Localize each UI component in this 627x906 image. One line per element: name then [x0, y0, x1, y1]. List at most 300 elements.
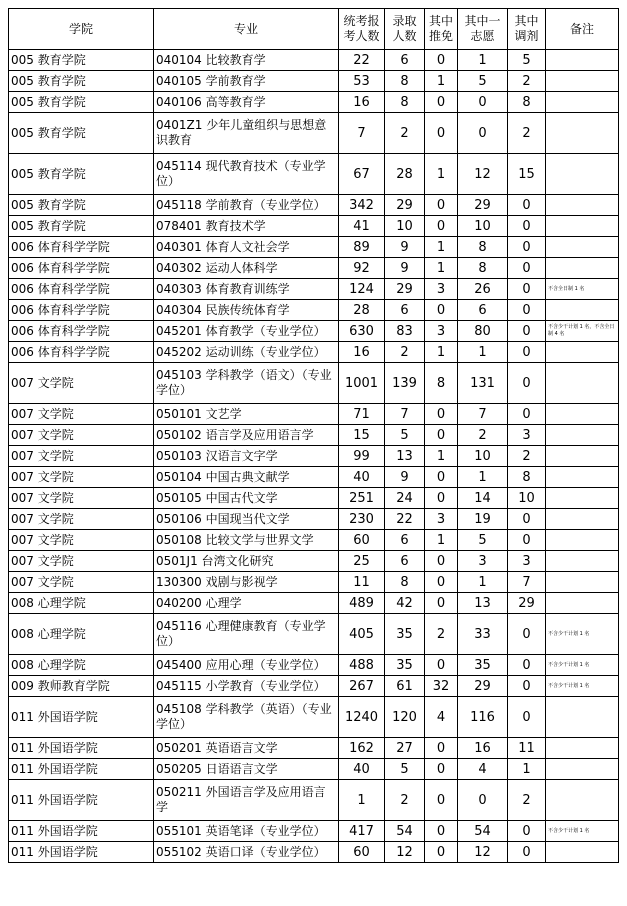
cell-first-choice: 0 [458, 92, 508, 113]
cell-college: 007 文学院 [9, 530, 154, 551]
cell-transfer: 8 [508, 467, 546, 488]
admission-table-sheet [8, 8, 619, 863]
cell-college: 009 教师教育学院 [9, 676, 154, 697]
table-row [9, 593, 619, 614]
cell-college: 007 文学院 [9, 425, 154, 446]
cell-transfer: 2 [508, 113, 546, 154]
cell-college: 007 文学院 [9, 488, 154, 509]
cell-admitted: 83 [385, 321, 425, 342]
cell-college: 007 文学院 [9, 467, 154, 488]
cell-applicants: 60 [339, 530, 385, 551]
cell-transfer: 0 [508, 697, 546, 738]
cell-transfer: 3 [508, 551, 546, 572]
cell-transfer: 7 [508, 572, 546, 593]
cell-college: 006 体育科学学院 [9, 237, 154, 258]
cell-transfer: 8 [508, 92, 546, 113]
cell-admitted: 35 [385, 655, 425, 676]
cell-college: 007 文学院 [9, 572, 154, 593]
cell-major: 040200 心理学 [154, 593, 339, 614]
table-row [9, 759, 619, 780]
cell-admitted: 7 [385, 404, 425, 425]
cell-first-choice: 12 [458, 154, 508, 195]
cell-note [546, 113, 619, 154]
table-row [9, 697, 619, 738]
cell-note: 不含少干计划 1 名 [546, 614, 619, 655]
cell-major: 040304 民族传统体育学 [154, 300, 339, 321]
cell-admitted: 27 [385, 738, 425, 759]
cell-first-choice: 4 [458, 759, 508, 780]
cell-note: 不含少干计划 1 名 [546, 655, 619, 676]
cell-college: 006 体育科学学院 [9, 300, 154, 321]
cell-major: 040302 运动人体科学 [154, 258, 339, 279]
cell-college: 006 体育科学学院 [9, 258, 154, 279]
header-applicants: 统考报考人数 [339, 9, 385, 50]
cell-recommended: 0 [425, 842, 458, 863]
header-transfer: 其中调剂 [508, 9, 546, 50]
table-row [9, 676, 619, 697]
cell-recommended: 1 [425, 446, 458, 467]
cell-major: 045114 现代教育技术（专业学位） [154, 154, 339, 195]
cell-note [546, 71, 619, 92]
cell-recommended: 1 [425, 154, 458, 195]
table-row [9, 530, 619, 551]
table-row [9, 572, 619, 593]
cell-admitted: 2 [385, 113, 425, 154]
cell-college: 005 教育学院 [9, 50, 154, 71]
cell-recommended: 3 [425, 321, 458, 342]
cell-admitted: 13 [385, 446, 425, 467]
cell-major: 050106 中国现当代文学 [154, 509, 339, 530]
cell-admitted: 8 [385, 71, 425, 92]
cell-major: 050105 中国古代文学 [154, 488, 339, 509]
cell-transfer: 0 [508, 509, 546, 530]
cell-applicants: 40 [339, 467, 385, 488]
cell-college: 006 体育科学学院 [9, 279, 154, 300]
cell-college: 006 体育科学学院 [9, 321, 154, 342]
cell-applicants: 1 [339, 780, 385, 821]
cell-first-choice: 29 [458, 195, 508, 216]
cell-first-choice: 8 [458, 258, 508, 279]
cell-transfer: 0 [508, 404, 546, 425]
cell-major: 040104 比较教育学 [154, 50, 339, 71]
cell-note [546, 738, 619, 759]
cell-major: 050102 语言学及应用语言学 [154, 425, 339, 446]
cell-recommended: 0 [425, 738, 458, 759]
cell-note: 不含少干计划 1 名 [546, 821, 619, 842]
cell-major: 040105 学前教育学 [154, 71, 339, 92]
cell-applicants: 71 [339, 404, 385, 425]
cell-recommended: 1 [425, 342, 458, 363]
cell-first-choice: 13 [458, 593, 508, 614]
cell-first-choice: 1 [458, 50, 508, 71]
cell-recommended: 0 [425, 821, 458, 842]
cell-transfer: 2 [508, 780, 546, 821]
cell-applicants: 162 [339, 738, 385, 759]
cell-admitted: 24 [385, 488, 425, 509]
cell-college: 005 教育学院 [9, 154, 154, 195]
cell-admitted: 6 [385, 530, 425, 551]
cell-major: 040301 体育人文社会学 [154, 237, 339, 258]
cell-admitted: 5 [385, 759, 425, 780]
cell-first-choice: 1 [458, 342, 508, 363]
cell-recommended: 0 [425, 780, 458, 821]
cell-college: 011 外国语学院 [9, 780, 154, 821]
table-row [9, 279, 619, 300]
cell-transfer: 3 [508, 425, 546, 446]
cell-note [546, 509, 619, 530]
cell-first-choice: 131 [458, 363, 508, 404]
cell-college: 006 体育科学学院 [9, 342, 154, 363]
cell-applicants: 251 [339, 488, 385, 509]
cell-applicants: 405 [339, 614, 385, 655]
cell-first-choice: 6 [458, 300, 508, 321]
cell-first-choice: 116 [458, 697, 508, 738]
cell-note [546, 425, 619, 446]
cell-transfer: 0 [508, 614, 546, 655]
cell-note [546, 530, 619, 551]
cell-transfer: 0 [508, 342, 546, 363]
cell-transfer: 0 [508, 842, 546, 863]
cell-first-choice: 35 [458, 655, 508, 676]
cell-note [546, 551, 619, 572]
cell-transfer: 5 [508, 50, 546, 71]
cell-recommended: 1 [425, 258, 458, 279]
cell-recommended: 0 [425, 488, 458, 509]
cell-note: 不含少干计划 1 名，不含全日制 4 名 [546, 321, 619, 342]
cell-recommended: 0 [425, 404, 458, 425]
cell-transfer: 0 [508, 363, 546, 404]
cell-applicants: 99 [339, 446, 385, 467]
cell-admitted: 8 [385, 572, 425, 593]
cell-note [546, 300, 619, 321]
cell-college: 008 心理学院 [9, 655, 154, 676]
table-row [9, 342, 619, 363]
cell-applicants: 630 [339, 321, 385, 342]
cell-recommended: 0 [425, 195, 458, 216]
cell-transfer: 0 [508, 237, 546, 258]
header-notes: 备注 [546, 9, 619, 50]
cell-first-choice: 8 [458, 237, 508, 258]
cell-major: 040106 高等教育学 [154, 92, 339, 113]
cell-recommended: 32 [425, 676, 458, 697]
cell-applicants: 28 [339, 300, 385, 321]
cell-major: 040303 体育教育训练学 [154, 279, 339, 300]
cell-applicants: 1001 [339, 363, 385, 404]
table-row [9, 488, 619, 509]
cell-transfer: 0 [508, 821, 546, 842]
cell-admitted: 139 [385, 363, 425, 404]
cell-first-choice: 3 [458, 551, 508, 572]
cell-applicants: 89 [339, 237, 385, 258]
cell-applicants: 16 [339, 92, 385, 113]
cell-first-choice: 7 [458, 404, 508, 425]
cell-transfer: 0 [508, 300, 546, 321]
table-row [9, 821, 619, 842]
cell-transfer: 0 [508, 655, 546, 676]
cell-first-choice: 54 [458, 821, 508, 842]
cell-major: 045202 运动训练（专业学位） [154, 342, 339, 363]
cell-major: 050108 比较文学与世界文学 [154, 530, 339, 551]
table-row [9, 258, 619, 279]
cell-recommended: 0 [425, 300, 458, 321]
header-recommended: 其中推免 [425, 9, 458, 50]
cell-major: 130300 戏剧与影视学 [154, 572, 339, 593]
cell-college: 007 文学院 [9, 404, 154, 425]
cell-applicants: 15 [339, 425, 385, 446]
cell-admitted: 6 [385, 300, 425, 321]
table-row [9, 300, 619, 321]
cell-major: 078401 教育技术学 [154, 216, 339, 237]
cell-note [546, 488, 619, 509]
cell-recommended: 0 [425, 759, 458, 780]
cell-transfer: 0 [508, 258, 546, 279]
table-row [9, 780, 619, 821]
cell-transfer: 0 [508, 279, 546, 300]
cell-major: 045201 体育教学（专业学位） [154, 321, 339, 342]
cell-first-choice: 1 [458, 467, 508, 488]
header-first-choice: 其中一志愿 [458, 9, 508, 50]
cell-applicants: 22 [339, 50, 385, 71]
cell-applicants: 60 [339, 842, 385, 863]
cell-transfer: 10 [508, 488, 546, 509]
cell-note [546, 237, 619, 258]
cell-first-choice: 0 [458, 113, 508, 154]
cell-applicants: 488 [339, 655, 385, 676]
cell-recommended: 2 [425, 614, 458, 655]
cell-first-choice: 14 [458, 488, 508, 509]
cell-applicants: 67 [339, 154, 385, 195]
cell-college: 011 外国语学院 [9, 842, 154, 863]
cell-college: 005 教育学院 [9, 195, 154, 216]
cell-transfer: 29 [508, 593, 546, 614]
table-row [9, 363, 619, 404]
header-row [9, 9, 619, 50]
cell-first-choice: 12 [458, 842, 508, 863]
header-major: 专业 [154, 9, 339, 50]
cell-transfer: 0 [508, 321, 546, 342]
cell-first-choice: 2 [458, 425, 508, 446]
cell-admitted: 9 [385, 258, 425, 279]
cell-college: 005 教育学院 [9, 216, 154, 237]
cell-recommended: 0 [425, 551, 458, 572]
cell-applicants: 53 [339, 71, 385, 92]
cell-applicants: 16 [339, 342, 385, 363]
header-college: 学院 [9, 9, 154, 50]
cell-recommended: 0 [425, 50, 458, 71]
cell-recommended: 1 [425, 237, 458, 258]
cell-major: 055102 英语口译（专业学位） [154, 842, 339, 863]
cell-first-choice: 10 [458, 446, 508, 467]
cell-transfer: 2 [508, 446, 546, 467]
cell-applicants: 11 [339, 572, 385, 593]
table-row [9, 404, 619, 425]
cell-major: 045116 心理健康教育（专业学位） [154, 614, 339, 655]
cell-admitted: 28 [385, 154, 425, 195]
cell-applicants: 417 [339, 821, 385, 842]
cell-note [546, 216, 619, 237]
cell-first-choice: 80 [458, 321, 508, 342]
table-row [9, 655, 619, 676]
table-row [9, 551, 619, 572]
cell-recommended: 0 [425, 113, 458, 154]
cell-first-choice: 29 [458, 676, 508, 697]
cell-college: 011 外国语学院 [9, 759, 154, 780]
cell-admitted: 2 [385, 780, 425, 821]
cell-note [546, 572, 619, 593]
table-row [9, 738, 619, 759]
cell-college: 007 文学院 [9, 551, 154, 572]
cell-note [546, 467, 619, 488]
cell-admitted: 29 [385, 195, 425, 216]
cell-note [546, 92, 619, 113]
cell-recommended: 4 [425, 697, 458, 738]
cell-admitted: 22 [385, 509, 425, 530]
cell-major: 055101 英语笔译（专业学位） [154, 821, 339, 842]
cell-admitted: 6 [385, 551, 425, 572]
cell-college: 011 外国语学院 [9, 697, 154, 738]
cell-applicants: 92 [339, 258, 385, 279]
cell-recommended: 0 [425, 572, 458, 593]
cell-major: 050104 中国古典文献学 [154, 467, 339, 488]
cell-first-choice: 33 [458, 614, 508, 655]
cell-major: 045108 学科教学（英语）（专业学位） [154, 697, 339, 738]
table-row [9, 154, 619, 195]
cell-admitted: 61 [385, 676, 425, 697]
cell-college: 008 心理学院 [9, 593, 154, 614]
cell-recommended: 0 [425, 425, 458, 446]
table-row [9, 92, 619, 113]
cell-recommended: 8 [425, 363, 458, 404]
cell-applicants: 489 [339, 593, 385, 614]
cell-admitted: 6 [385, 50, 425, 71]
cell-note [546, 780, 619, 821]
cell-college: 007 文学院 [9, 509, 154, 530]
cell-college: 011 外国语学院 [9, 821, 154, 842]
cell-major: 050205 日语语言文学 [154, 759, 339, 780]
cell-applicants: 7 [339, 113, 385, 154]
cell-note [546, 446, 619, 467]
cell-admitted: 42 [385, 593, 425, 614]
cell-note [546, 195, 619, 216]
cell-major: 045115 小学教育（专业学位） [154, 676, 339, 697]
table-row [9, 216, 619, 237]
cell-recommended: 1 [425, 71, 458, 92]
cell-admitted: 120 [385, 697, 425, 738]
cell-note [546, 404, 619, 425]
cell-first-choice: 26 [458, 279, 508, 300]
cell-transfer: 0 [508, 676, 546, 697]
cell-applicants: 267 [339, 676, 385, 697]
table-row [9, 195, 619, 216]
cell-college: 007 文学院 [9, 363, 154, 404]
cell-transfer: 11 [508, 738, 546, 759]
cell-note [546, 697, 619, 738]
cell-transfer: 0 [508, 216, 546, 237]
table-row [9, 71, 619, 92]
cell-admitted: 5 [385, 425, 425, 446]
cell-admitted: 12 [385, 842, 425, 863]
table-body [9, 50, 619, 863]
cell-major: 050101 文艺学 [154, 404, 339, 425]
cell-applicants: 40 [339, 759, 385, 780]
cell-admitted: 29 [385, 279, 425, 300]
cell-note [546, 50, 619, 71]
cell-applicants: 124 [339, 279, 385, 300]
cell-major: 045118 学前教育（专业学位） [154, 195, 339, 216]
cell-first-choice: 19 [458, 509, 508, 530]
cell-college: 005 教育学院 [9, 92, 154, 113]
cell-recommended: 3 [425, 509, 458, 530]
cell-admitted: 10 [385, 216, 425, 237]
cell-first-choice: 5 [458, 530, 508, 551]
admission-table [8, 8, 619, 863]
cell-recommended: 1 [425, 530, 458, 551]
cell-college: 005 教育学院 [9, 113, 154, 154]
cell-transfer: 15 [508, 154, 546, 195]
cell-note: 不含少干计划 1 名 [546, 676, 619, 697]
cell-first-choice: 10 [458, 216, 508, 237]
cell-note [546, 154, 619, 195]
table-row [9, 467, 619, 488]
cell-applicants: 1240 [339, 697, 385, 738]
cell-college: 011 外国语学院 [9, 738, 154, 759]
cell-note [546, 593, 619, 614]
cell-note [546, 842, 619, 863]
table-row [9, 425, 619, 446]
cell-college: 007 文学院 [9, 446, 154, 467]
cell-first-choice: 0 [458, 780, 508, 821]
cell-admitted: 9 [385, 237, 425, 258]
cell-note [546, 363, 619, 404]
table-row [9, 614, 619, 655]
table-row [9, 842, 619, 863]
cell-admitted: 2 [385, 342, 425, 363]
cell-major: 0401Z1 少年儿童组织与思想意识教育 [154, 113, 339, 154]
cell-note: 不含全日制 1 名 [546, 279, 619, 300]
cell-major: 045400 应用心理（专业学位） [154, 655, 339, 676]
table-row [9, 113, 619, 154]
cell-transfer: 1 [508, 759, 546, 780]
cell-note [546, 258, 619, 279]
cell-major: 0501J1 台湾文化研究 [154, 551, 339, 572]
cell-transfer: 2 [508, 71, 546, 92]
table-row [9, 237, 619, 258]
cell-recommended: 0 [425, 216, 458, 237]
cell-major: 050103 汉语言文字学 [154, 446, 339, 467]
cell-major: 050211 外国语言学及应用语言学 [154, 780, 339, 821]
table-row [9, 446, 619, 467]
cell-recommended: 0 [425, 92, 458, 113]
cell-applicants: 342 [339, 195, 385, 216]
cell-applicants: 230 [339, 509, 385, 530]
header-admitted: 录取人数 [385, 9, 425, 50]
cell-first-choice: 5 [458, 71, 508, 92]
cell-recommended: 0 [425, 593, 458, 614]
cell-admitted: 54 [385, 821, 425, 842]
cell-applicants: 25 [339, 551, 385, 572]
cell-first-choice: 16 [458, 738, 508, 759]
cell-college: 008 心理学院 [9, 614, 154, 655]
cell-note [546, 759, 619, 780]
cell-major: 050201 英语语言文学 [154, 738, 339, 759]
table-row [9, 321, 619, 342]
cell-admitted: 8 [385, 92, 425, 113]
cell-recommended: 0 [425, 655, 458, 676]
table-row [9, 50, 619, 71]
cell-recommended: 3 [425, 279, 458, 300]
cell-note [546, 342, 619, 363]
cell-college: 005 教育学院 [9, 71, 154, 92]
